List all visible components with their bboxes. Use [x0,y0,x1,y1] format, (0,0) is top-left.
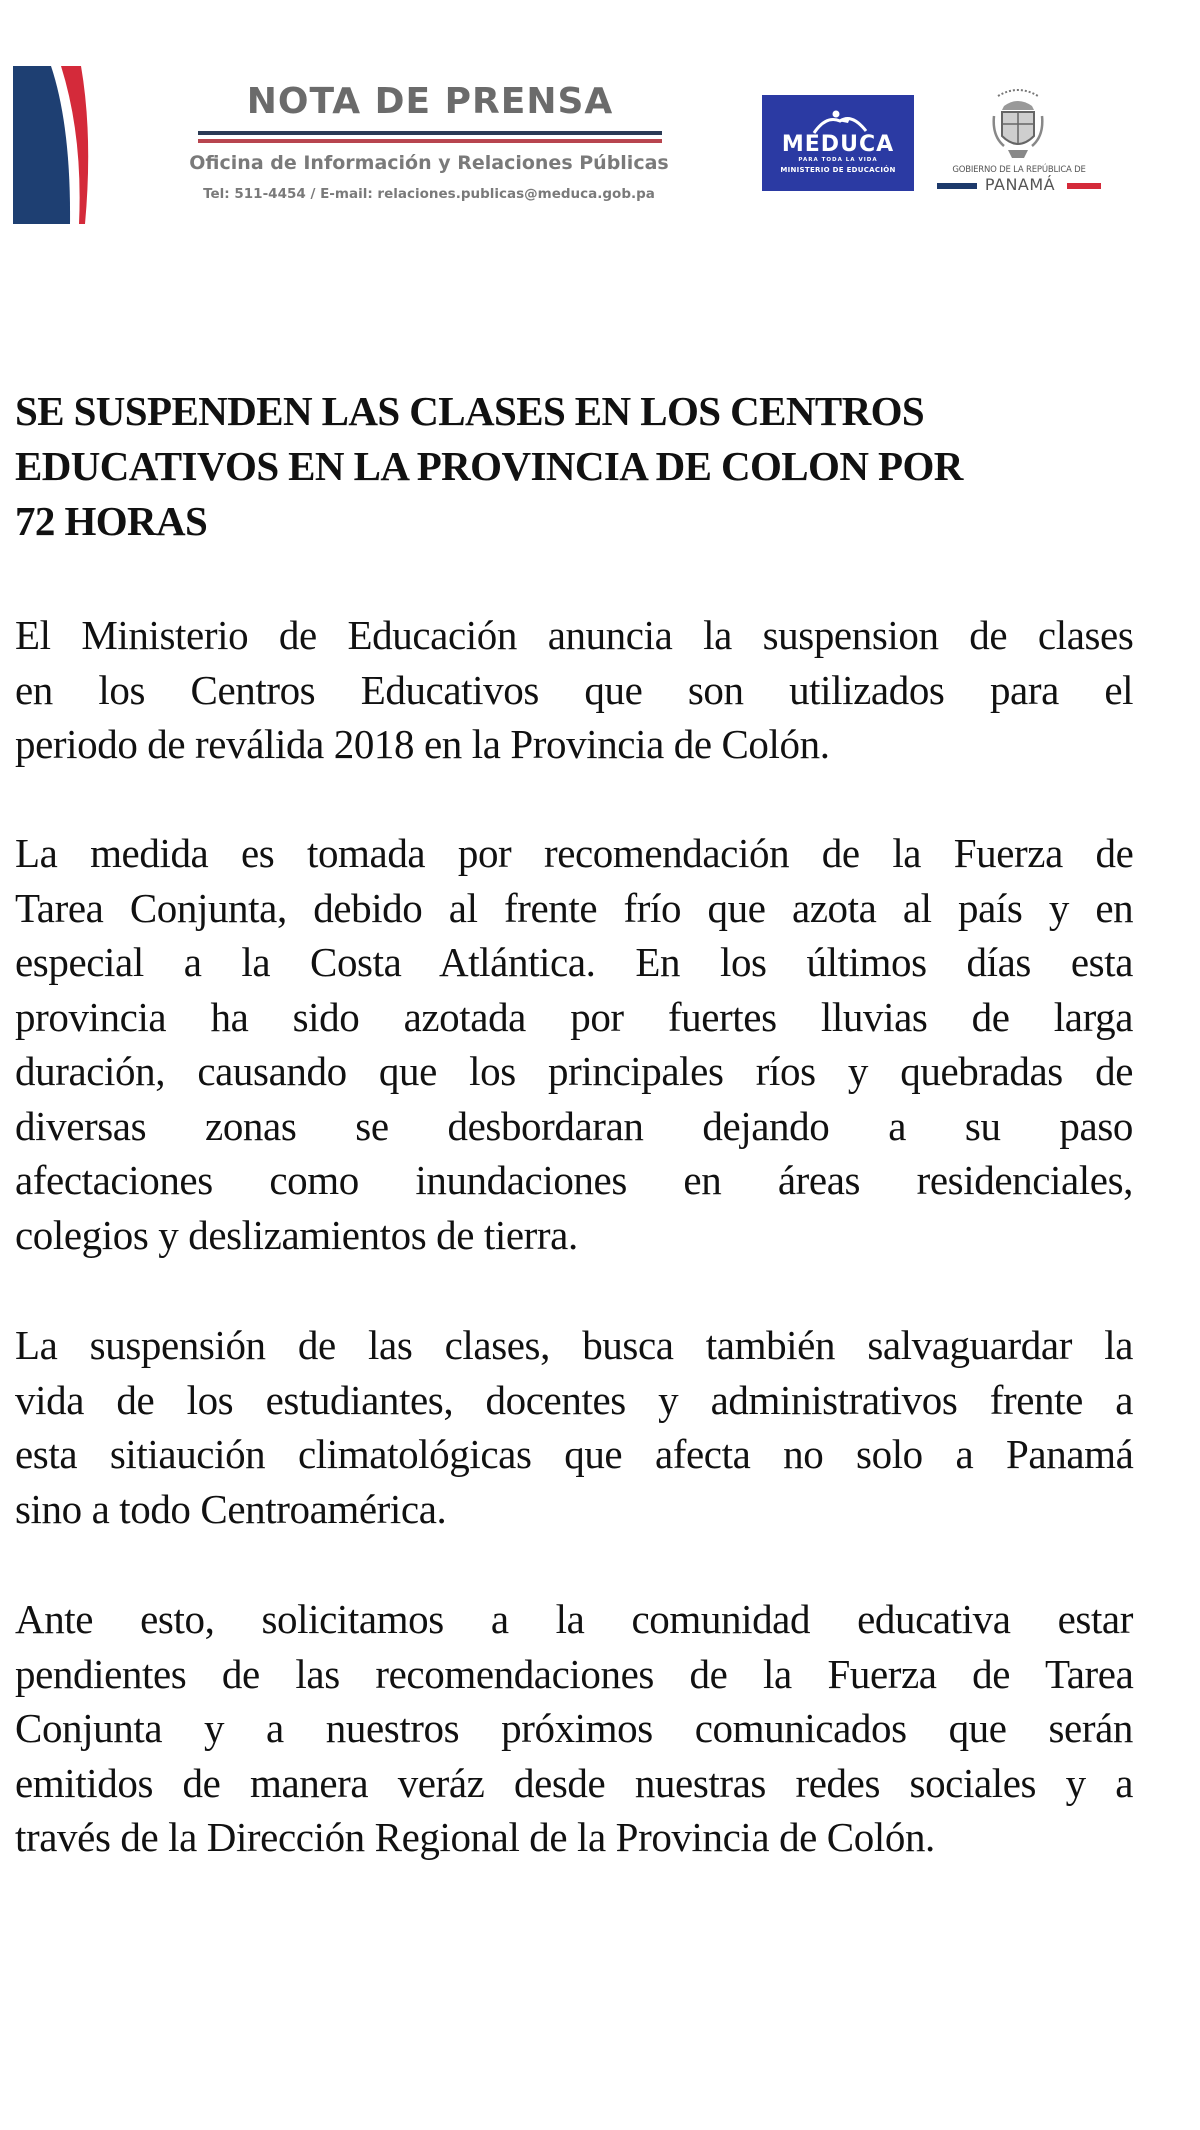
paragraph-safety [15,1318,1133,1536]
paragraph-line: emitidos de manera veráz desde nuestras redes sociales y a [15,1759,1134,1806]
paragraph-line: pendientes de las recomendaciones de la Fuerza de Tarea [15,1650,1134,1697]
paragraph-line: colegios y deslizamientos de tierra. [15,1211,578,1258]
paragraph-line: periodo de reválida 2018 en la Provincia de Colón. [15,721,830,767]
headline [15,384,1133,549]
paragraph-line: La medida es tomada por recomendación de la Fuerza de [15,830,1134,876]
brand-stripes-icon [13,66,95,224]
title-rule-blue [198,131,662,135]
paragraph-line: través de la Dirección Regional de la Provincia de Colón. [15,1814,935,1860]
headline-line: 72 HORAS [15,498,208,544]
paragraph-line: Ante esto, solicitamos a la comunidad educativa estar [15,1596,1133,1642]
headline-line: SE SUSPENDEN LAS CLASES EN LOS CENTROS [15,388,925,434]
country-name: PANAMÁ [984,175,1056,194]
paragraph-line: Conjunta y a nuestros próximos comunicados que serán [15,1705,1133,1751]
paragraph-line: sino a todo Centroamérica. [15,1485,447,1532]
paragraph-line: vida de los estudiantes, docentes y administrativos frente a [15,1376,1134,1423]
headline-line: EDUCATIVOS EN LA PROVINCIA DE COLON POR [15,443,963,489]
flag-bar-blue [937,183,977,189]
paragraph-line: diversas zonas se desbordaran dejando a su paso [15,1102,1133,1149]
meduca-ministry: MINISTERIO DE EDUCACIÓN [780,166,896,174]
government-label: GOBIERNO DE LA REPÚBLICA DE [952,165,1086,175]
paragraph-reason [15,826,1133,1262]
paragraph-request [15,1592,1133,1865]
paragraph-line: duración, causando que los principales ríos y quebradas de [15,1048,1133,1094]
paragraph-announcement [15,608,1133,772]
coat-of-arms-icon [990,86,1046,162]
paragraph-line: La suspensión de las clases, busca también salvaguardar la [15,1322,1133,1368]
flag-bar-red [1067,183,1101,189]
title-rule-red [198,139,662,143]
office-name: Oficina de Información y Relaciones Públicas [189,152,669,174]
paragraph-line: en los Centros Educativos que son utilizados para el [15,666,1134,713]
panama-government-logo [935,84,1103,196]
paragraph-line: afectaciones como inundaciones en áreas residenciales, [15,1157,1133,1203]
contact-info: Tel: 511-4454 / E-mail: relaciones.publicas@meduca.gob.pa [203,186,655,202]
paragraph-line: esta sitiaución climatológicas que afecta no solo a Panamá [15,1431,1134,1477]
paragraph-line: especial a la Costa Atlántica. En los últimos días esta [15,939,1133,985]
meduca-tagline: PARA TODA LA VIDA [798,157,878,163]
paragraph-line: Tarea Conjunta, debido al frente frío que azota al país y en [15,884,1134,931]
press-release-title: NOTA DE PRENSA [246,81,614,122]
meduca-logo [762,95,914,191]
paragraph-line: El Ministerio de Educación anuncia la suspension de clases [15,612,1134,658]
meduca-name: MEDUCA [781,132,895,157]
paragraph-line: provincia ha sido azotada por fuertes lluvias de larga [15,993,1133,1040]
